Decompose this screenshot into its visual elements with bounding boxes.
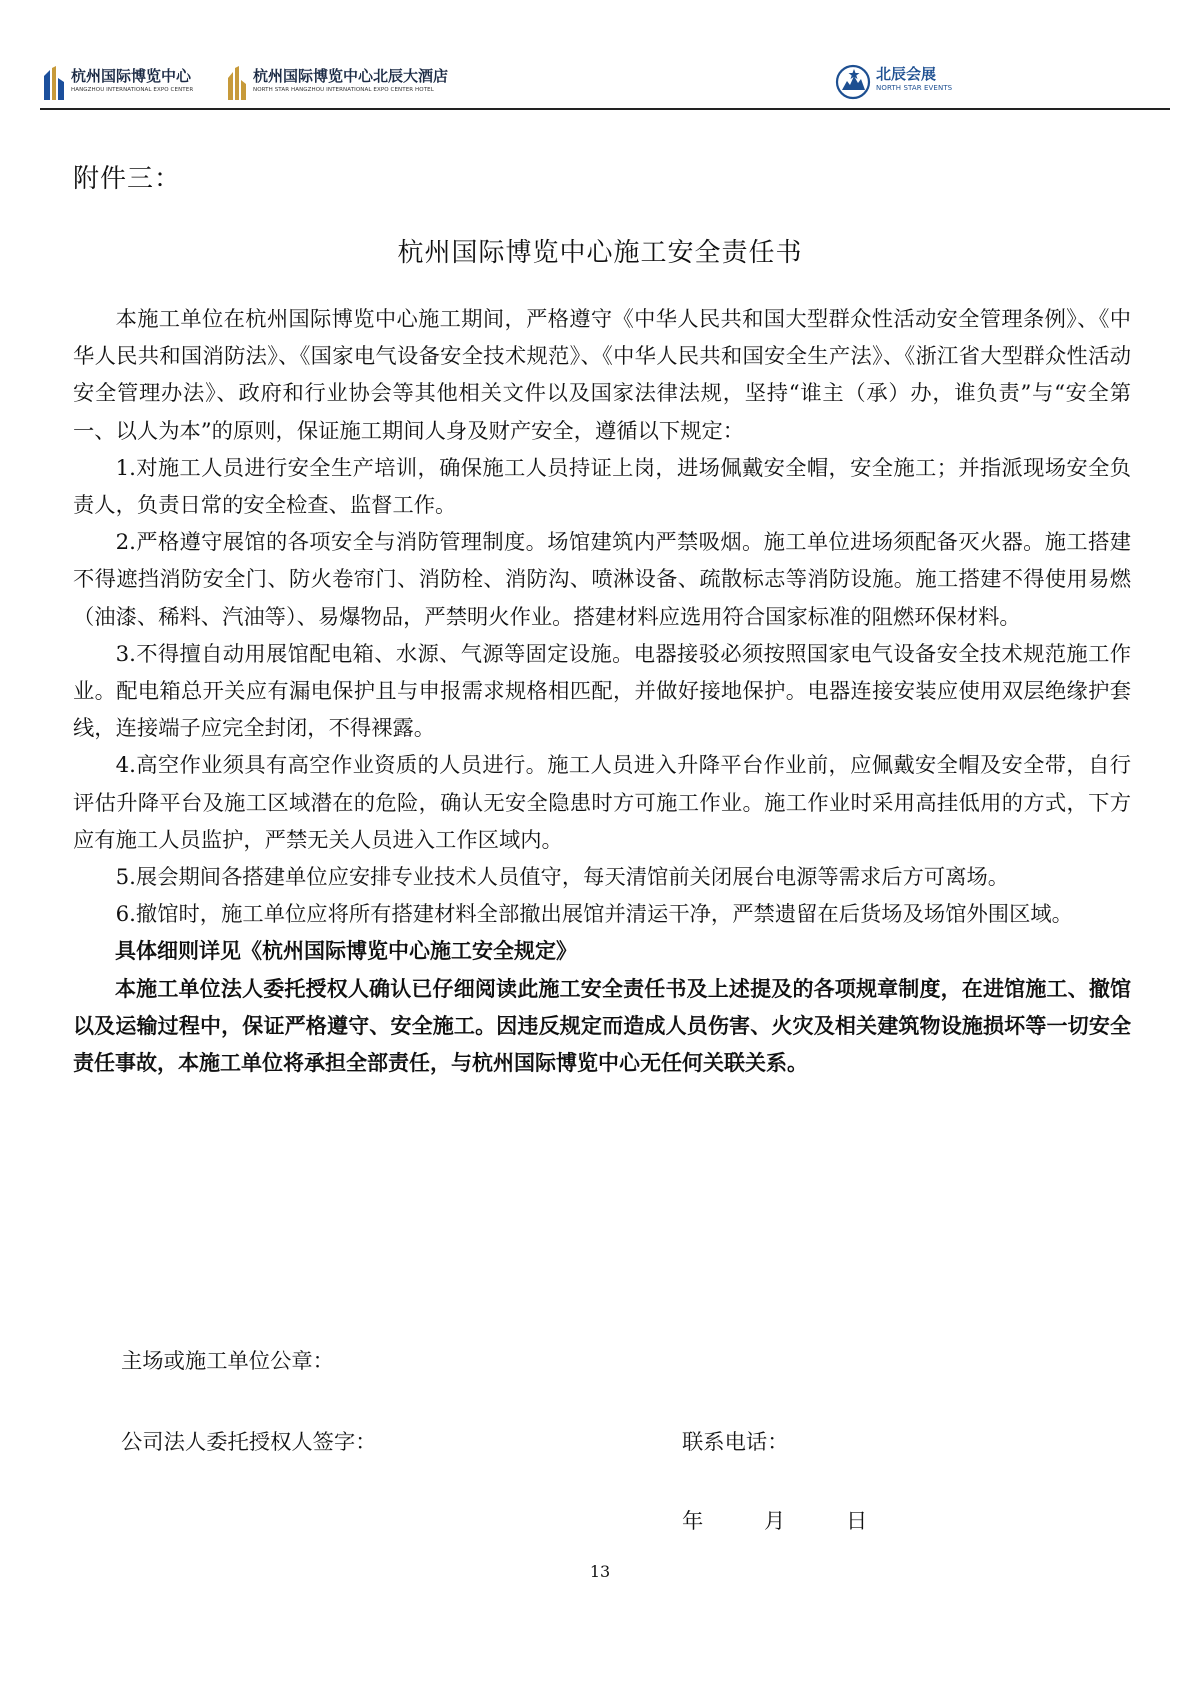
date-line	[682, 1507, 867, 1537]
north-star-events-logo	[835, 64, 952, 100]
rule-3-paragraph: 3.不得擅自动用展馆配电箱、水源、气源等固定设施。电器接驳必须按照国家电气设备安全技术规范施工作业。配电箱总开关应有漏电保护且与申报需求规格相匹配，并做好接地保护。电器连接安装应使用双层绝缘护套线，连接端子应完全封闭，不得裸露。	[73, 641, 1131, 742]
hotel-logo-icon	[226, 66, 248, 102]
date-year: 年	[682, 1509, 704, 1534]
responsibility-statement: 本施工单位法人委托授权人确认已仔细阅读此施工安全责任书及上述提及的各项规章制度，在进馆施工、撤馆以及运输过程中，保证严格遵守、安全施工。因违反规定而造成人员伤害、火灾及相关建筑物设施损坏等一切安全责任事故，本施工单位将承担全部责任，与杭州国际博览中心无任何关联关系。	[73, 976, 1131, 1076]
expo-center-logo-icon	[42, 66, 66, 102]
page-number: 13	[589, 1562, 611, 1581]
rule-5-paragraph: 5.展会期间各搭建单位应安排专业技术人员值守，每天清馆前关闭展台电源等需求后方可离场。	[115, 865, 1010, 891]
rule-4-paragraph: 4.高空作业须具有高空作业资质的人员进行。施工人员进入升降平台作业前，应佩戴安全帽及安全带，自行评估升降平台及施工区域潜在的危险，确认无安全隐患时方可施工作业。施工作业时采用高挂低用的方式，下方应有施工人员监护，严禁无关人员进入工作区域内。	[73, 753, 1131, 853]
annex-label: 附件三：	[73, 164, 182, 194]
north-star-events-logo-cn: 北辰会展	[876, 65, 937, 83]
date-day: 日	[846, 1509, 868, 1534]
expo-center-logo-cn: 杭州国际博览中心	[71, 67, 192, 85]
regulations-reference: 具体细则详见《杭州国际博览中心施工安全规定》	[115, 939, 577, 964]
rule-2-paragraph: 2.严格遵守展馆的各项安全与消防管理制度。场馆建筑内严禁吸烟。施工单位进场须配备灭火器。施工搭建不得遮挡消防安全门、防火卷帘门、消防栓、消防沟、喷淋设备、疏散标志等消防设施。施工搭建不得使用易燃（油漆、稀料、汽油等）、易爆物品，严禁明火作业。搭建材料应选用符合国家标准的阻燃环保材料。	[73, 530, 1131, 630]
page-header	[40, 62, 1170, 110]
seal-label: 主场或施工单位公章：	[121, 1349, 334, 1374]
hotel-logo-en: NORTH STAR HANGZHOU INTERNATIONAL EXPO CENTER HOTEL	[253, 87, 434, 93]
hotel-logo-cn: 杭州国际博览中心北辰大酒店	[253, 67, 449, 85]
rule-6-paragraph: 6.撤馆时，施工单位应将所有搭建材料全部撤出展馆并清运干净，严禁遗留在后货场及场馆外围区域。	[115, 902, 1073, 928]
document-title: 杭州国际博览中心施工安全责任书	[397, 238, 803, 268]
north-star-events-logo-icon	[835, 64, 871, 100]
signature-label: 公司法人委托授权人签字：	[121, 1430, 377, 1455]
north-star-events-logo-en: NORTH STAR EVENTS	[876, 84, 953, 92]
date-month: 月	[764, 1509, 786, 1534]
rule-1-paragraph: 1.对施工人员进行安全生产培训，确保施工人员持证上岗，进场佩戴安全帽，安全施工；并指派现场安全负责人，负责日常的安全检查、监督工作。	[73, 455, 1131, 519]
document-body	[73, 301, 1131, 1082]
intro-paragraph: 本施工单位在杭州国际博览中心施工期间，严格遵守《中华人民共和国大型群众性活动安全管理条例》、《中华人民共和国消防法》、《国家电气设备安全技术规范》、《中华人民共和国安全生产法》、《浙江省大型群众性活动安全管理办法》、政府和行业协会等其他相关文件以及国家法律法规，坚持“谁主（承）办，谁负责”与“安全第一、以人为本”的原则，保证施工期间人身及财产安全，遵循以下规定：	[73, 307, 1131, 444]
expo-center-logo-en: HANGZHOU INTERNATIONAL EXPO CENTER	[71, 87, 194, 93]
phone-label: 联系电话：	[682, 1430, 789, 1455]
hotel-logo	[226, 66, 448, 102]
expo-center-logo	[42, 66, 193, 102]
